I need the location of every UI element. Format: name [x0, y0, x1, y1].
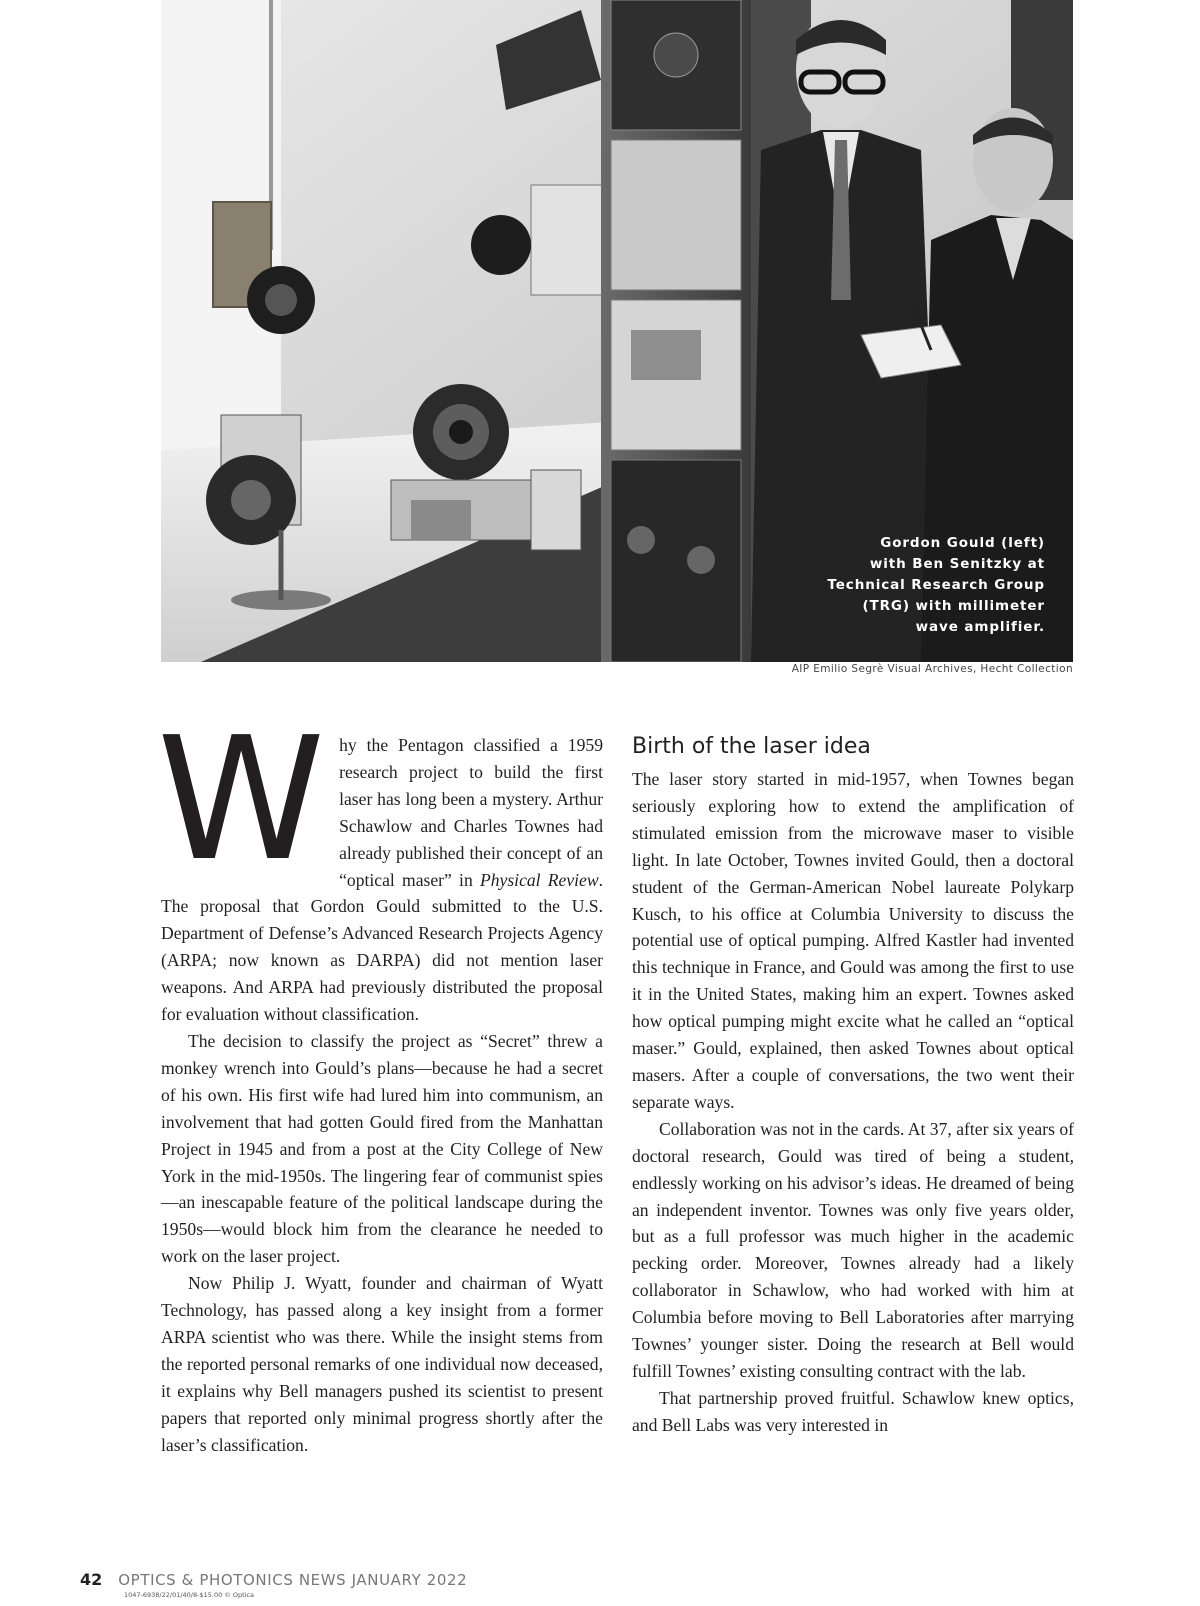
- section-heading: Birth of the laser idea: [632, 734, 871, 759]
- publication-name: OPTICS & PHOTONICS NEWS JANUARY 2022: [118, 1571, 468, 1589]
- photo-caption: [785, 533, 1045, 638]
- paragraph-rest-text: . The proposal that Gordon Gould submitted to the U.S. Department of Defense’s Advanced Research Projects Agency (ARPA; now known as DARPA) did not mention laser weapons. And ARPA had previously distributed the proposal for evaluation without classification.: [161, 869, 603, 1025]
- page-footer: [80, 1570, 468, 1599]
- right-column: [632, 732, 1074, 1439]
- paragraph: Now Philip J. Wyatt, founder and chairman of Wyatt Technology, has passed along a key insight from a former ARPA scientist who was there. While the insight stems from the reported personal remarks of one individual now deceased, it explains why Bell managers pushed its scientist to present papers that reported only minimal progress shortly after the laser’s classification.: [161, 1273, 603, 1455]
- paragraph: The decision to classify the project as “Secret” threw a monkey wrench into Gould’s plans—because he had a secret of his own. His first wife had lured him into communism, an involvement that had gotten Gould fired from the Manhattan Project in 1945 and from a post at the City College of New York in the mid-1950s. The lingering fear of communist spies—an inescapable feature of the political landscape during the 1950s—would block him from the clearance he needed to work on the laser project.: [161, 1030, 603, 1267]
- photo-credit: AIP Emilio Segrè Visual Archives, Hecht Collection: [791, 663, 1073, 675]
- article-photo: [161, 0, 1073, 662]
- caption-line: with Ben Senitzky at: [869, 556, 1045, 572]
- paragraph: Collaboration was not in the cards. At 37, after six years of doctoral research, Gould was tired of being a student, endlessly working on his advisor’s ideas. He dreamed of being an independent inventor. Townes was only five years older, but as a full professor was much higher in the academic pecking order. Moreover, Townes already had a likely collaborator in Schawlow, who had worked with him at Columbia before moving to Bell Laboratories after marrying Townes’ younger sister. Doing the research at Bell would fulfill Townes’ existing consulting contract with the lab.: [632, 1118, 1074, 1381]
- journal-title: Physical Review: [479, 869, 599, 890]
- paragraph-lead-text: hy the Pentagon classified a 1959 research project to build the first laser has long been a mystery. Arthur Schawlow and Charles Townes had already published their concept of an “optical maser” in: [339, 735, 603, 890]
- caption-line: wave amplifier.: [915, 619, 1045, 635]
- caption-line: Technical Research Group: [827, 577, 1045, 593]
- page-number: 42: [80, 1570, 103, 1589]
- paragraph: That partnership proved fruitful. Schawlow knew optics, and Bell Labs was very interested in: [632, 1387, 1074, 1435]
- caption-line: (TRG) with millimeter: [862, 598, 1045, 614]
- paragraph: [157, 701, 603, 1028]
- issn-line: 1047-6938/22/01/40/8-$15.00 © Optica: [124, 1591, 255, 1599]
- paragraph: The laser story started in mid-1957, when Townes began seriously exploring how to extend the amplification of stimulated emission from the microwave maser to visible light. In late October, Townes invited Gould, then a doctoral student of the German-American Nobel laureate Polykarp Kusch, to his office at Columbia University to discuss the potential use of optical pumping. Alfred Kastler had invented this technique in France, and Gould was among the first to use it in the United States, making him an expert. Townes asked how optical pumping might excite what he called an “optical maser.” Gould, explained, then asked Townes about optical masers. After a couple of conversations, the two went their separate ways.: [632, 769, 1074, 1112]
- caption-line: Gordon Gould (left): [880, 535, 1045, 551]
- left-column: [157, 701, 603, 1458]
- drop-cap: W: [157, 701, 326, 899]
